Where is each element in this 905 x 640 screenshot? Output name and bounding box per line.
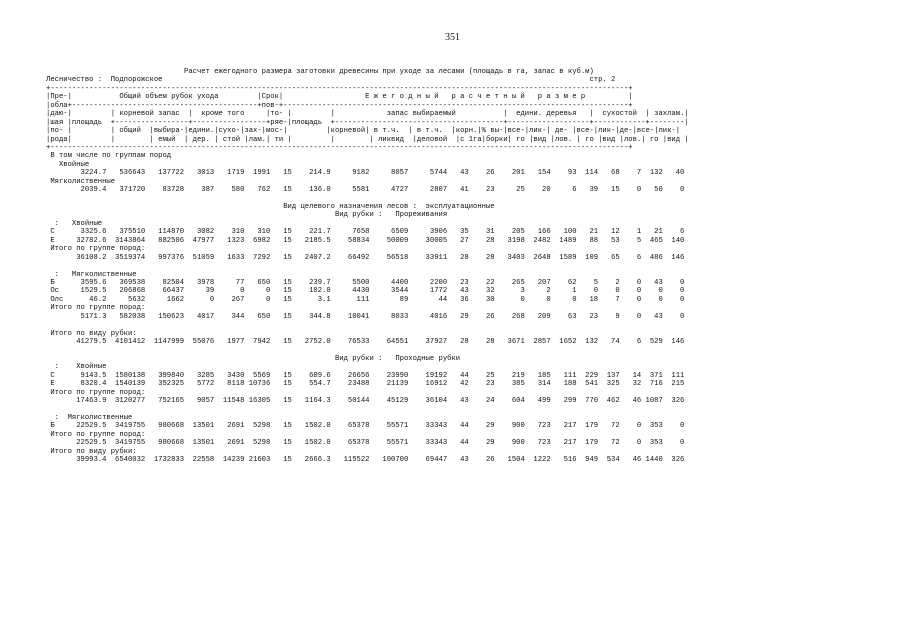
printout-line: С 9143.5 1580138 399840 3285 3430 5569 15 609.6 26656 23990 19192 44 25 219 185 111 229 137 14 371 111 xyxy=(46,371,685,380)
printout-line: Расчет ежегодного размера заготовки древесины при уходе за лесами (площадь в га, запас в куб.м) xyxy=(46,68,594,76)
printout-line: |Пре-| Общий объем рубок ухода |Срок| Е ж е г о д н ы й р а с ч е т н ы й р а з м е р | xyxy=(46,93,633,102)
printout-line: Итого по виду рубки: xyxy=(46,329,137,338)
printout-line xyxy=(46,321,689,329)
printout-line: Лесничество : Подпорожское стр. 2 xyxy=(46,76,616,85)
printout-line: Б 3595.6 369538 82504 3978 77 650 15 239.7 5500 4400 2200 23 22 265 207 62 5 2 0 43 0 xyxy=(46,278,685,287)
printout-listing xyxy=(46,68,689,465)
printout-line: 17463.9 3120277 752165 9057 11548 16305 15 1164.3 50144 45129 36104 43 24 604 499 299 770 462 46 1087 326 xyxy=(46,397,685,406)
printout-line: : Мягколиственные xyxy=(46,270,137,279)
printout-line: +--------------------------------------------------------------------------------------------------------------------------------------+ xyxy=(46,84,633,93)
printout-line: 41279.5 4101412 1147999 55076 1977 7942 15 2752.0 76533 64551 37927 28 28 3671 2857 1652 132 74 6 529 146 xyxy=(46,338,685,346)
printout-line: Итого по группе пород: xyxy=(46,304,146,313)
printout-line: С 3325.6 375510 114870 3082 310 310 15 221.7 7658 6509 3906 35 31 205 166 100 21 12 1 21 6 xyxy=(46,228,685,237)
printout-line: В том числе по группам пород xyxy=(46,152,172,161)
printout-line: Мягколиственные xyxy=(46,177,116,186)
printout-line: 22529.5 3419755 980668 13501 2691 5298 15 1502.0 65378 55571 33343 44 29 900 723 217 179 72 0 353 0 xyxy=(46,439,685,448)
page-number: 351 xyxy=(445,32,460,43)
printout-line: : Мягколиственные xyxy=(46,413,133,422)
printout-line xyxy=(46,262,689,270)
printout-line xyxy=(46,195,689,203)
printout-line: Ос 1529.5 206868 66437 39 0 0 15 102.0 4430 3544 1772 43 32 3 2 1 0 0 0 0 0 xyxy=(46,287,685,296)
printout-line: 3224.7 536643 137722 3013 1719 1991 15 214.9 9182 8057 5744 43 26 201 154 93 114 68 7 132 40 xyxy=(46,169,685,178)
printout-line: Хвойные xyxy=(46,160,90,169)
printout-line: Вид рубки : Проходные рубки xyxy=(46,354,461,363)
printout-line: Б 22529.5 3419755 980668 13501 2691 5298 15 1502.0 65378 55571 33343 44 29 900 723 217 179 72 0 353 0 xyxy=(46,422,685,431)
printout-line: Е 8320.4 1540139 352325 5772 8118 10736 15 554.7 23488 21139 16912 42 23 385 314 188 541 325 32 716 215 xyxy=(46,380,685,389)
printout-line xyxy=(46,406,689,414)
printout-line: Е 32782.6 3143864 882506 47977 1323 6982 15 2185.5 58834 50009 30005 27 28 3198 2482 1489 88 53 5 465 140 xyxy=(46,236,685,245)
printout-line: |обла+-------------------------------------------+пов-+--------------------------------------------------------------------------------+ xyxy=(46,101,633,110)
printout-line: Олс 46.2 5632 1662 0 267 0 15 3.1 111 89 44 36 30 0 0 0 18 7 0 0 0 xyxy=(46,295,685,304)
printout-line xyxy=(46,346,689,354)
printout-line: |даю-| | корневой запас | кроме того |то- | | запас выбираемый | едини. деревья | сухостой | захлам.| xyxy=(46,110,689,119)
printout-line: 36108.2 3519374 997376 51059 1633 7292 15 2407.2 66492 56518 33911 28 28 3403 2648 1589 109 65 6 486 146 xyxy=(46,253,685,262)
printout-line: 5171.3 582038 150623 4017 344 650 15 344.8 10041 8033 4016 29 26 268 209 63 23 9 0 43 0 xyxy=(46,312,685,321)
printout-line: Вид рубки : Прореживания xyxy=(46,211,448,220)
printout-line: |по- | | общий |выбира-|едини.|сухо-|зах-|мос-| |корневой| в т.ч. | в т.ч. |корн.|% вы-|все-|лик-| де- |все-|лик-|де-|все-|лик-| xyxy=(46,127,681,136)
printout-line: 39993.4 6540032 1732833 22558 14239 21603 15 2666.3 115522 100700 69447 43 26 1504 1222 516 949 534 46 1440 326 xyxy=(46,456,685,465)
printout-line: Итого по виду рубки: xyxy=(46,447,137,456)
printout-line: |рода| | | емый | дер. | стой |лам.| ти | | | ликвид |деловой |с 1га|борки| го |вид |лов. | го |вид |лов.| го |вид | xyxy=(46,135,689,144)
printout-line: : Хвойные xyxy=(46,219,103,228)
printout-line: |шая |площадь +-----------------+-----------------+ряе-|площадь +---------------------------------------+-------------------+------------+--------| xyxy=(46,118,689,127)
printout-line: Итого по группе пород: xyxy=(46,430,146,439)
printout-line: 2039.4 371720 83728 387 580 762 15 136.0 5581 4727 2807 41 23 25 20 6 39 15 0 50 0 xyxy=(46,186,685,195)
printout-line: +--------------------------------------------------------------------------------------------------------------------------------------+ xyxy=(46,143,633,152)
printout-line: Вид целевого назначения лесов : эксплуатационные xyxy=(46,203,495,211)
printout-line: Итого по группе пород: xyxy=(46,245,146,254)
printout-line: Итого по группе пород: xyxy=(46,388,146,397)
printout-line: : Хвойные xyxy=(46,363,107,372)
